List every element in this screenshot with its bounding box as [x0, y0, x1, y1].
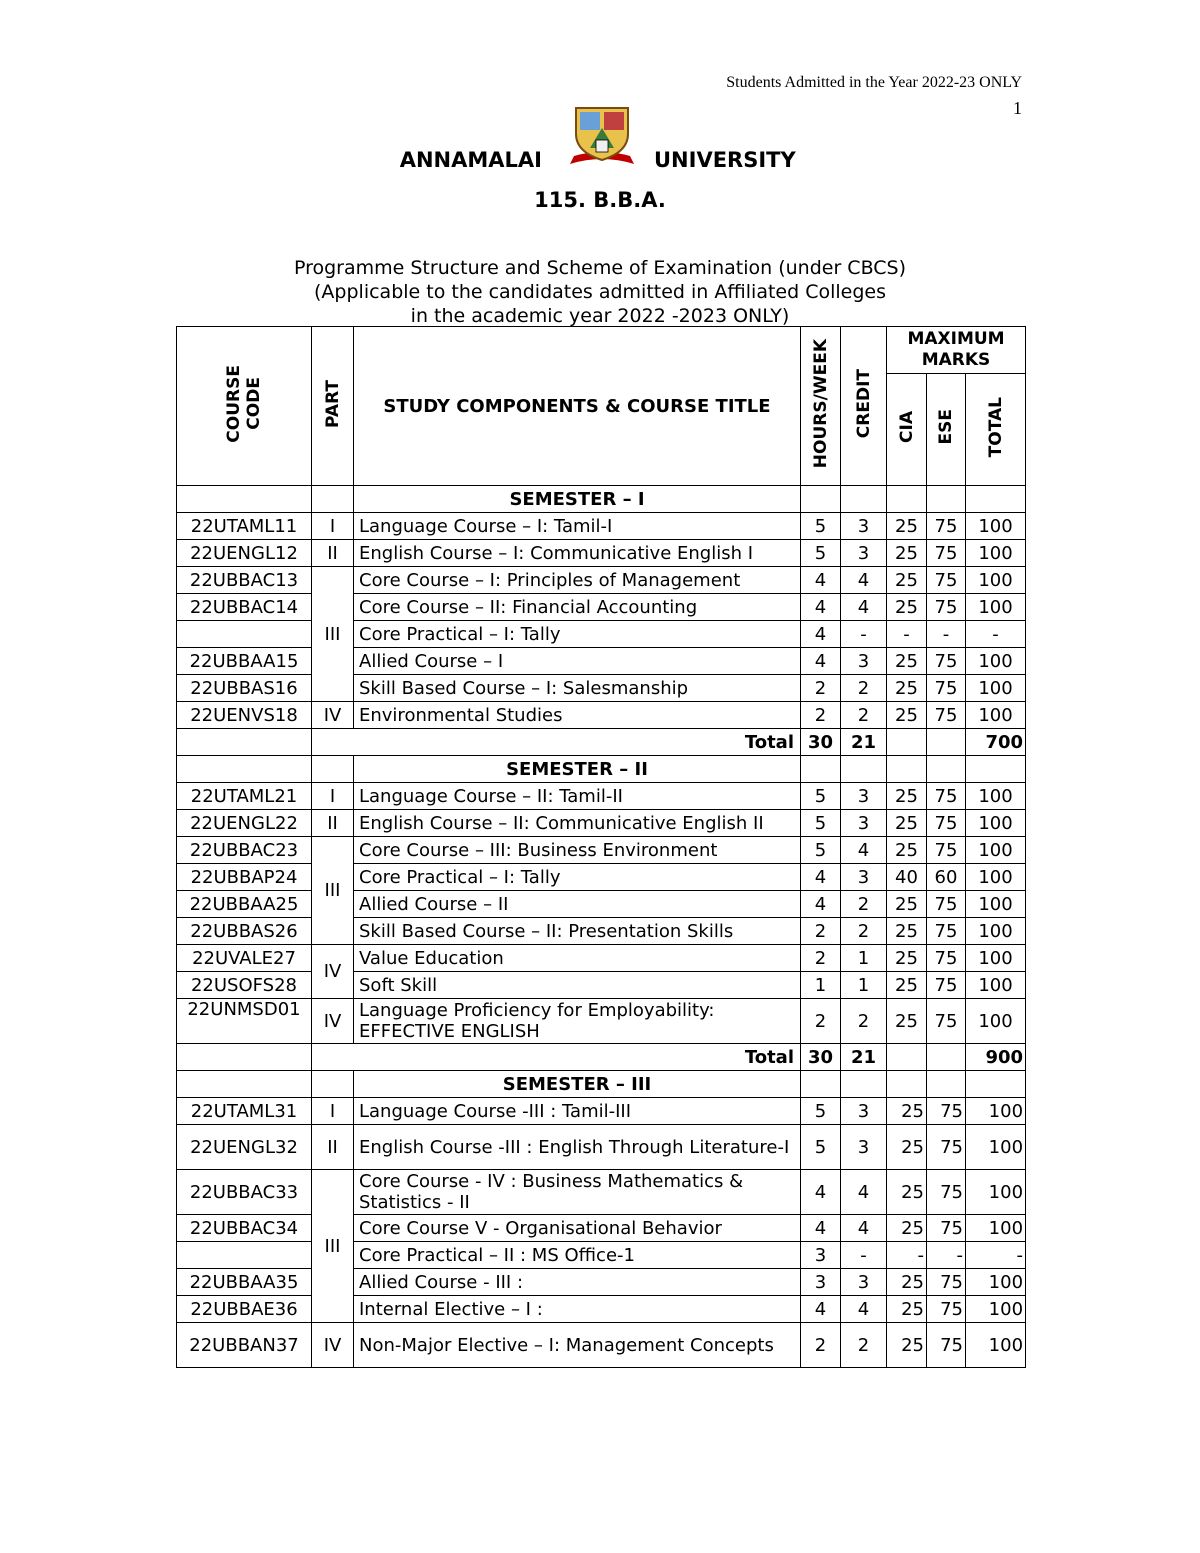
table-row [177, 621, 1026, 648]
total-credit: 21 [841, 1044, 887, 1071]
course-title: Soft Skill [354, 972, 801, 999]
table-row [177, 810, 1026, 837]
empty-cell [177, 486, 312, 513]
course-code: 22UENVS18 [177, 702, 312, 729]
total-marks: 100 [966, 594, 1026, 621]
course-code: 22UTAML31 [177, 1098, 312, 1125]
part: III [312, 567, 354, 702]
table-row [177, 567, 1026, 594]
total-row [177, 729, 1026, 756]
hours-per-week: 4 [801, 891, 841, 918]
cia-marks: 25 [887, 891, 927, 918]
university-name-right: UNIVERSITY [654, 148, 796, 172]
table-row [177, 1098, 1026, 1125]
course-code: 22UBBAC33 [177, 1170, 312, 1215]
ese-marks: 75 [927, 918, 966, 945]
table-row [177, 675, 1026, 702]
credit: 3 [841, 1125, 887, 1170]
total-marks: 100 [966, 864, 1026, 891]
hours-per-week: 2 [801, 999, 841, 1044]
credit: 4 [841, 567, 887, 594]
ese-marks: 75 [927, 513, 966, 540]
cia-marks: 25 [887, 513, 927, 540]
table-row [177, 702, 1026, 729]
empty-cell [927, 729, 966, 756]
table-row [177, 594, 1026, 621]
part: IV [312, 945, 354, 999]
course-title: Core Course – II: Financial Accounting [354, 594, 801, 621]
cia-marks: 40 [887, 864, 927, 891]
table-row [177, 945, 1026, 972]
part: I [312, 1098, 354, 1125]
subtitle-line: Programme Structure and Scheme of Examination (under CBCS) [293, 257, 907, 279]
hours-per-week: 2 [801, 702, 841, 729]
course-code: 22UTAML11 [177, 513, 312, 540]
hours-per-week: 2 [801, 945, 841, 972]
cia-marks: - [887, 621, 927, 648]
table-row [177, 1296, 1026, 1323]
hours-per-week: 4 [801, 864, 841, 891]
total-label: Total [312, 729, 801, 756]
course-title: Language Course – II: Tamil-II [354, 783, 801, 810]
cia-marks: 25 [887, 1269, 927, 1296]
course-code: 22UBBAA15 [177, 648, 312, 675]
semester-title: SEMESTER – II [354, 756, 801, 783]
course-code: 22UBBAS16 [177, 675, 312, 702]
total-marks: 100 [966, 648, 1026, 675]
empty-cell [177, 729, 312, 756]
cia-marks: - [887, 1242, 927, 1269]
cia-marks: 25 [887, 594, 927, 621]
course-code: 22UENGL22 [177, 810, 312, 837]
university-emblem-icon [562, 104, 642, 170]
course-title: Allied Course – I [354, 648, 801, 675]
cia-marks: 25 [887, 1098, 927, 1125]
total-marks: 100 [966, 945, 1026, 972]
course-code: 22UENGL12 [177, 540, 312, 567]
table-row [177, 540, 1026, 567]
cia-marks: 25 [887, 702, 927, 729]
table-row [177, 1215, 1026, 1242]
credit: 3 [841, 1269, 887, 1296]
hours-per-week: 2 [801, 918, 841, 945]
table-row [177, 864, 1026, 891]
empty-cell [966, 1071, 1026, 1098]
total-marks: - [966, 1242, 1026, 1269]
course-title: Core Course - IV : Business Mathematics & Statistics - II [354, 1170, 801, 1215]
hours-per-week: 4 [801, 1296, 841, 1323]
empty-cell [927, 756, 966, 783]
cia-marks: 25 [887, 810, 927, 837]
credit: 4 [841, 1215, 887, 1242]
credit: 4 [841, 1170, 887, 1215]
header-credit: CREDIT [841, 327, 887, 486]
part: III [312, 837, 354, 945]
total-marks: 100 [966, 675, 1026, 702]
hours-per-week: 4 [801, 1215, 841, 1242]
empty-cell [841, 486, 887, 513]
table-row [177, 1323, 1026, 1368]
hours-per-week: 5 [801, 1125, 841, 1170]
course-title: English Course – I: Communicative English I [354, 540, 801, 567]
ese-marks: 75 [927, 1170, 966, 1215]
hours-per-week: 2 [801, 1323, 841, 1368]
credit: 4 [841, 1296, 887, 1323]
hours-per-week: 4 [801, 648, 841, 675]
empty-cell [966, 486, 1026, 513]
empty-cell [887, 486, 927, 513]
credit: 2 [841, 1323, 887, 1368]
empty-cell [801, 1071, 841, 1098]
empty-cell [312, 756, 354, 783]
total-marks: 100 [966, 891, 1026, 918]
part: II [312, 810, 354, 837]
course-code [177, 1242, 312, 1269]
credit: 3 [841, 513, 887, 540]
course-title: Core Course V - Organisational Behavior [354, 1215, 801, 1242]
total-marks: 100 [966, 567, 1026, 594]
hours-per-week: 2 [801, 675, 841, 702]
total-marks: 100 [966, 1098, 1026, 1125]
subtitle [0, 256, 1200, 328]
credit: 1 [841, 972, 887, 999]
cia-marks: 25 [887, 972, 927, 999]
course-code: 22UBBAS26 [177, 918, 312, 945]
table-row [177, 972, 1026, 999]
ese-marks: 75 [927, 594, 966, 621]
empty-cell [801, 486, 841, 513]
course-code: 22UBBAC13 [177, 567, 312, 594]
hours-per-week: 3 [801, 1242, 841, 1269]
credit: 3 [841, 648, 887, 675]
header-part: PART [312, 327, 354, 486]
part: I [312, 513, 354, 540]
course-title: English Course – II: Communicative English II [354, 810, 801, 837]
total-marks: 100 [966, 1170, 1026, 1215]
header-ese: ESE [927, 374, 966, 486]
course-title: Core Course – I: Principles of Management [354, 567, 801, 594]
semester-heading-row [177, 756, 1026, 783]
empty-cell [887, 1071, 927, 1098]
course-code: 22UVALE27 [177, 945, 312, 972]
course-title: English Course -III : English Through Literature-I [354, 1125, 801, 1170]
total-marks: 100 [966, 1296, 1026, 1323]
empty-cell [927, 486, 966, 513]
hours-per-week: 4 [801, 567, 841, 594]
ese-marks: 75 [927, 1323, 966, 1368]
cia-marks: 25 [887, 783, 927, 810]
empty-cell [927, 1044, 966, 1071]
table-row [177, 648, 1026, 675]
course-title: Skill Based Course – II: Presentation Skills [354, 918, 801, 945]
hours-per-week: 3 [801, 1269, 841, 1296]
total-marks-sum: 700 [966, 729, 1026, 756]
course-title: Language Proficiency for Employability: EFFECTIVE ENGLISH [354, 999, 801, 1044]
semester-heading-row [177, 486, 1026, 513]
credit: 3 [841, 810, 887, 837]
course-title: Core Practical – I: Tally [354, 864, 801, 891]
course-code: 22UENGL32 [177, 1125, 312, 1170]
course-title: Language Course – I: Tamil-I [354, 513, 801, 540]
cia-marks: 25 [887, 540, 927, 567]
course-code: 22UBBAA35 [177, 1269, 312, 1296]
course-code: 22UNMSD01 [177, 999, 312, 1044]
cia-marks: 25 [887, 945, 927, 972]
credit: - [841, 1242, 887, 1269]
semester-heading-row [177, 1071, 1026, 1098]
hours-per-week: 1 [801, 972, 841, 999]
credit: 2 [841, 891, 887, 918]
table-row [177, 837, 1026, 864]
course-code: 22UBBAC14 [177, 594, 312, 621]
total-marks-sum: 900 [966, 1044, 1026, 1071]
table-row [177, 513, 1026, 540]
university-heading [0, 104, 1200, 176]
total-marks: 100 [966, 513, 1026, 540]
ese-marks: 75 [927, 972, 966, 999]
part: IV [312, 999, 354, 1044]
header-hours: HOURS/WEEK [801, 327, 841, 486]
course-title: Internal Elective – I : [354, 1296, 801, 1323]
ese-marks: 75 [927, 648, 966, 675]
table-row [177, 1269, 1026, 1296]
total-marks: 100 [966, 972, 1026, 999]
credit: 2 [841, 918, 887, 945]
total-marks: 100 [966, 1215, 1026, 1242]
part: III [312, 1170, 354, 1323]
page-number: 1 [1013, 98, 1022, 118]
hours-per-week: 5 [801, 1098, 841, 1125]
header-course-code: COURSE CODE [177, 327, 312, 486]
course-code: 22USOFS28 [177, 972, 312, 999]
total-marks: 100 [966, 1269, 1026, 1296]
ese-marks: 75 [927, 675, 966, 702]
hours-per-week: 4 [801, 621, 841, 648]
empty-cell [887, 1044, 927, 1071]
total-label: Total [312, 1044, 801, 1071]
ese-marks: 75 [927, 783, 966, 810]
cia-marks: 25 [887, 675, 927, 702]
part: II [312, 540, 354, 567]
course-code: 22UTAML21 [177, 783, 312, 810]
ese-marks: 75 [927, 1098, 966, 1125]
credit: 3 [841, 540, 887, 567]
credit: 2 [841, 702, 887, 729]
course-title: Core Course – III: Business Environment [354, 837, 801, 864]
table-row [177, 1170, 1026, 1215]
empty-cell [887, 729, 927, 756]
cia-marks: 25 [887, 837, 927, 864]
credit: 3 [841, 783, 887, 810]
empty-cell [927, 1071, 966, 1098]
ese-marks: 75 [927, 1269, 966, 1296]
credit: 2 [841, 675, 887, 702]
cia-marks: 25 [887, 918, 927, 945]
total-credit: 21 [841, 729, 887, 756]
cia-marks: 25 [887, 999, 927, 1044]
part: IV [312, 702, 354, 729]
ese-marks: 75 [927, 945, 966, 972]
empty-cell [312, 486, 354, 513]
cia-marks: 25 [887, 648, 927, 675]
total-marks: 100 [966, 702, 1026, 729]
header-cia: CIA [887, 374, 927, 486]
cia-marks: 25 [887, 1215, 927, 1242]
course-code: 22UBBAE36 [177, 1296, 312, 1323]
table-row [177, 1125, 1026, 1170]
total-marks: 100 [966, 1125, 1026, 1170]
empty-cell [887, 756, 927, 783]
course-title: Environmental Studies [354, 702, 801, 729]
ese-marks: 75 [927, 837, 966, 864]
course-code: 22UBBAC23 [177, 837, 312, 864]
course-code: 22UBBAA25 [177, 891, 312, 918]
programme-title: 115. B.B.A. [534, 188, 666, 212]
header-title: STUDY COMPONENTS & COURSE TITLE [354, 327, 801, 486]
cia-marks: 25 [887, 1323, 927, 1368]
table-row [177, 1242, 1026, 1269]
table-row [177, 918, 1026, 945]
ese-marks: - [927, 621, 966, 648]
credit: 4 [841, 594, 887, 621]
semester-title: SEMESTER – I [354, 486, 801, 513]
course-title: Allied Course - III : [354, 1269, 801, 1296]
total-marks: 100 [966, 999, 1026, 1044]
course-title: Core Practical – II : MS Office-1 [354, 1242, 801, 1269]
total-marks: 100 [966, 1323, 1026, 1368]
ese-marks: 60 [927, 864, 966, 891]
course-title: Value Education [354, 945, 801, 972]
part: II [312, 1125, 354, 1170]
ese-marks: 75 [927, 1215, 966, 1242]
ese-marks: - [927, 1242, 966, 1269]
hours-per-week: 5 [801, 783, 841, 810]
total-marks: 100 [966, 837, 1026, 864]
hours-per-week: 4 [801, 1170, 841, 1215]
course-title: Allied Course – II [354, 891, 801, 918]
empty-cell [177, 1071, 312, 1098]
cia-marks: 25 [887, 567, 927, 594]
ese-marks: 75 [927, 1296, 966, 1323]
empty-cell [841, 1071, 887, 1098]
hours-per-week: 4 [801, 594, 841, 621]
course-code: 22UBBAP24 [177, 864, 312, 891]
credit: - [841, 621, 887, 648]
ese-marks: 75 [927, 810, 966, 837]
part: IV [312, 1323, 354, 1368]
empty-cell [177, 1044, 312, 1071]
course-code [177, 621, 312, 648]
credit: 2 [841, 999, 887, 1044]
table-row [177, 783, 1026, 810]
course-title: Non-Major Elective – I: Management Concepts [354, 1323, 801, 1368]
ese-marks: 75 [927, 891, 966, 918]
table-header-row [177, 327, 1026, 374]
course-title: Core Practical – I: Tally [354, 621, 801, 648]
hours-per-week: 5 [801, 540, 841, 567]
empty-cell [177, 756, 312, 783]
course-title: Skill Based Course – I: Salesmanship [354, 675, 801, 702]
ese-marks: 75 [927, 702, 966, 729]
course-code: 22UBBAN37 [177, 1323, 312, 1368]
empty-cell [801, 756, 841, 783]
ese-marks: 75 [927, 999, 966, 1044]
table-row [177, 999, 1026, 1044]
cia-marks: 25 [887, 1170, 927, 1215]
total-hours: 30 [801, 729, 841, 756]
table-row [177, 891, 1026, 918]
empty-cell [966, 756, 1026, 783]
hours-per-week: 5 [801, 810, 841, 837]
subtitle-line: in the academic year 2022 -2023 ONLY) [410, 305, 790, 327]
header-total: TOTAL [966, 374, 1026, 486]
hours-per-week: 5 [801, 513, 841, 540]
scheme-table [176, 326, 1026, 1368]
total-marks: 100 [966, 783, 1026, 810]
total-hours: 30 [801, 1044, 841, 1071]
part: I [312, 783, 354, 810]
total-marks: - [966, 621, 1026, 648]
course-title: Language Course -III : Tamil-III [354, 1098, 801, 1125]
credit: 4 [841, 837, 887, 864]
ese-marks: 75 [927, 540, 966, 567]
subtitle-line: (Applicable to the candidates admitted in Affiliated Colleges [314, 281, 886, 303]
course-code: 22UBBAC34 [177, 1215, 312, 1242]
semester-title: SEMESTER – III [354, 1071, 801, 1098]
cia-marks: 25 [887, 1296, 927, 1323]
university-name-left: ANNAMALAI [399, 148, 542, 172]
total-marks: 100 [966, 540, 1026, 567]
ese-marks: 75 [927, 1125, 966, 1170]
total-row [177, 1044, 1026, 1071]
cia-marks: 25 [887, 1125, 927, 1170]
credit: 3 [841, 864, 887, 891]
hours-per-week: 5 [801, 837, 841, 864]
header-note: Students Admitted in the Year 2022-23 ONLY [726, 74, 1022, 91]
empty-cell [312, 1071, 354, 1098]
total-marks: 100 [966, 918, 1026, 945]
header-max-marks: MAXIMUM MARKS [887, 327, 1026, 374]
total-marks: 100 [966, 810, 1026, 837]
credit: 1 [841, 945, 887, 972]
ese-marks: 75 [927, 567, 966, 594]
credit: 3 [841, 1098, 887, 1125]
empty-cell [841, 756, 887, 783]
